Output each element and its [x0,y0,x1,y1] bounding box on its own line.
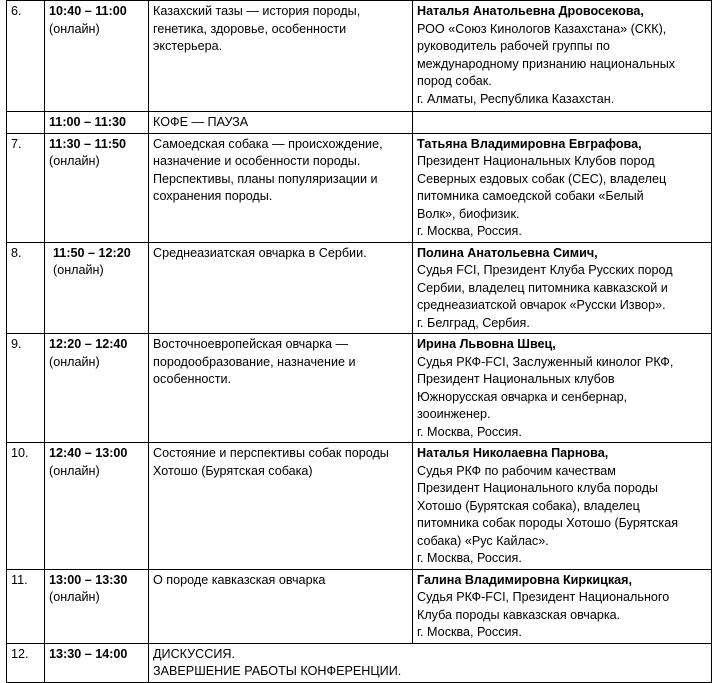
time-range: 11:00 – 11:30 [49,115,127,129]
time-range: 11:50 – 12:20 [53,245,131,260]
time-range: 13:30 – 14:00 [49,646,128,661]
speaker-name: Наталья Анатольевна Дровосекова, [417,4,644,18]
table-row [7,133,712,242]
break-label-cell [149,112,413,134]
table-row [7,443,712,570]
schedule-table [6,0,712,683]
row-number: 8. [7,242,45,334]
table-row [7,334,712,443]
speaker-cell [413,569,712,643]
speaker-detail: среднеазиатской овчарок «Русски Извор». [417,298,666,312]
break-label: КОФЕ — ПАУЗА [153,115,249,129]
row-number: 12. [7,643,45,682]
speaker-detail: г. Москва, Россия. [417,625,522,639]
closing-cell [149,643,712,682]
speaker-detail: Судья РКФ по рабочим качествам [417,463,616,478]
format-label: (онлайн) [49,463,100,478]
speaker-detail: собака) «Рус Кайлас». [417,533,549,548]
row-number: 10. [7,443,45,570]
time-cell [45,334,149,443]
time-range: 12:40 – 13:00 [49,446,128,460]
speaker-detail: Волк», биофизик. [417,206,520,221]
row-number: 11. [7,569,45,643]
speaker-detail: Клуба породы кавказская овчарка. [417,607,621,622]
speaker-detail: Судья FCI, Президент Клуба Русских пород [417,263,673,277]
speaker-detail: г. Москва, Россия. [417,424,522,439]
speaker-detail: Президент Национальных Клубов пород [417,154,655,168]
speaker-cell [413,242,712,334]
speaker-detail: питомника собак породы Хотошо (Бурятская [417,516,679,530]
speaker-detail: Северных ездовых собак (СЕС), владелец [417,171,667,186]
topic-cell [149,569,413,643]
table-row-final [7,643,712,682]
time-cell [45,1,149,112]
speaker-detail: Хотошо (Бурятская собака), владелец [417,498,640,513]
format-label: (онлайн) [49,354,100,369]
topic-cell [149,443,413,570]
speaker-detail: пород собак. [417,74,492,88]
time-range: 11:30 – 11:50 [49,136,127,151]
speaker-detail: Президент Национальных клубов [417,372,615,386]
speaker-name: Полина Анатольевна Симич, [417,245,598,260]
time-cell [45,242,149,334]
speaker-detail: РОО «Союз Кинологов Казахстана» (СКК), [417,21,667,36]
speaker-name: Ирина Львовна Швец, [417,337,556,351]
speaker-detail: руководитель рабочей группы по [417,39,610,53]
format-label: (онлайн) [49,21,100,36]
topic-cell [149,334,413,443]
speaker-detail: международному признанию национальных [417,56,676,71]
topic-text: Состояние и перспективы собак породы Хотошо (Бурятская собака) [153,446,389,478]
time-range: 13:00 – 13:30 [49,572,128,587]
time-cell [45,443,149,570]
speaker-detail: Судья РКФ-FCI, Заслуженный кинолог РКФ, [417,354,674,369]
speaker-detail: Южнорусская овчарка и сенбернар, [417,389,628,404]
format-label: (онлайн) [49,154,100,168]
table-row [7,242,712,334]
topic-cell [149,1,413,112]
topic-cell [149,133,413,242]
topic-text: О породе кавказская овчарка [153,572,326,587]
speaker-detail: Президент Национального клуба породы [417,481,658,495]
speaker-name: Наталья Николаевна Парнова, [417,446,609,460]
time-cell [45,112,149,134]
time-range: 12:20 – 12:40 [49,337,128,351]
table-row [7,569,712,643]
speaker-name: Галина Владимировна Киркицкая, [417,572,633,587]
time-range: 10:40 – 11:00 [49,4,127,18]
topic-text: Казахский тазы — история породы, генетика, здоровье, особенности экстерьера. [153,4,361,53]
speaker-detail: Судья РКФ-FCI, Президент Национального [417,590,670,604]
speaker-cell-empty [413,112,712,134]
closing-label: ЗАВЕРШЕНИЕ РАБОТЫ КОНФЕРЕНЦИИ. [153,664,402,678]
speaker-cell [413,1,712,112]
time-cell [45,643,149,682]
table-row-break [7,112,712,134]
speaker-cell [413,133,712,242]
speaker-detail: питомника самоедской собаки «Белый [417,189,644,203]
topic-cell [149,242,413,334]
speaker-detail: зооинженер. [417,407,491,421]
speaker-name: Татьяна Владимировна Евграфова, [417,136,642,151]
topic-text: Самоедская собака — происхождение, назначение и особенности породы. Перспективы, планы популяризации и сохранения породы. [153,136,383,203]
speaker-detail: г. Белград, Сербия. [417,315,530,330]
speaker-detail: Сербии, владелец питомника кавказской и [417,280,668,295]
discussion-label: ДИСКУССИЯ. [153,646,235,661]
time-cell [45,133,149,242]
speaker-detail: г. Москва, Россия. [417,551,522,565]
time-cell [45,569,149,643]
row-number: 6. [7,1,45,112]
speaker-cell [413,334,712,443]
speaker-detail: г. Алматы, Республика Казахстан. [417,91,615,106]
format-label: (онлайн) [49,590,100,604]
row-number: 9. [7,334,45,443]
speaker-detail: г. Москва, Россия. [417,224,522,238]
topic-text: Восточноевропейская овчарка — породообразование, назначение и особенности. [153,337,356,386]
row-number: 7. [7,133,45,242]
row-number-empty [7,112,45,134]
topic-text: Среднеазиатская овчарка в Сербии. [153,245,367,260]
table-row [7,1,712,112]
format-label: (онлайн) [53,263,104,277]
speaker-cell [413,443,712,570]
